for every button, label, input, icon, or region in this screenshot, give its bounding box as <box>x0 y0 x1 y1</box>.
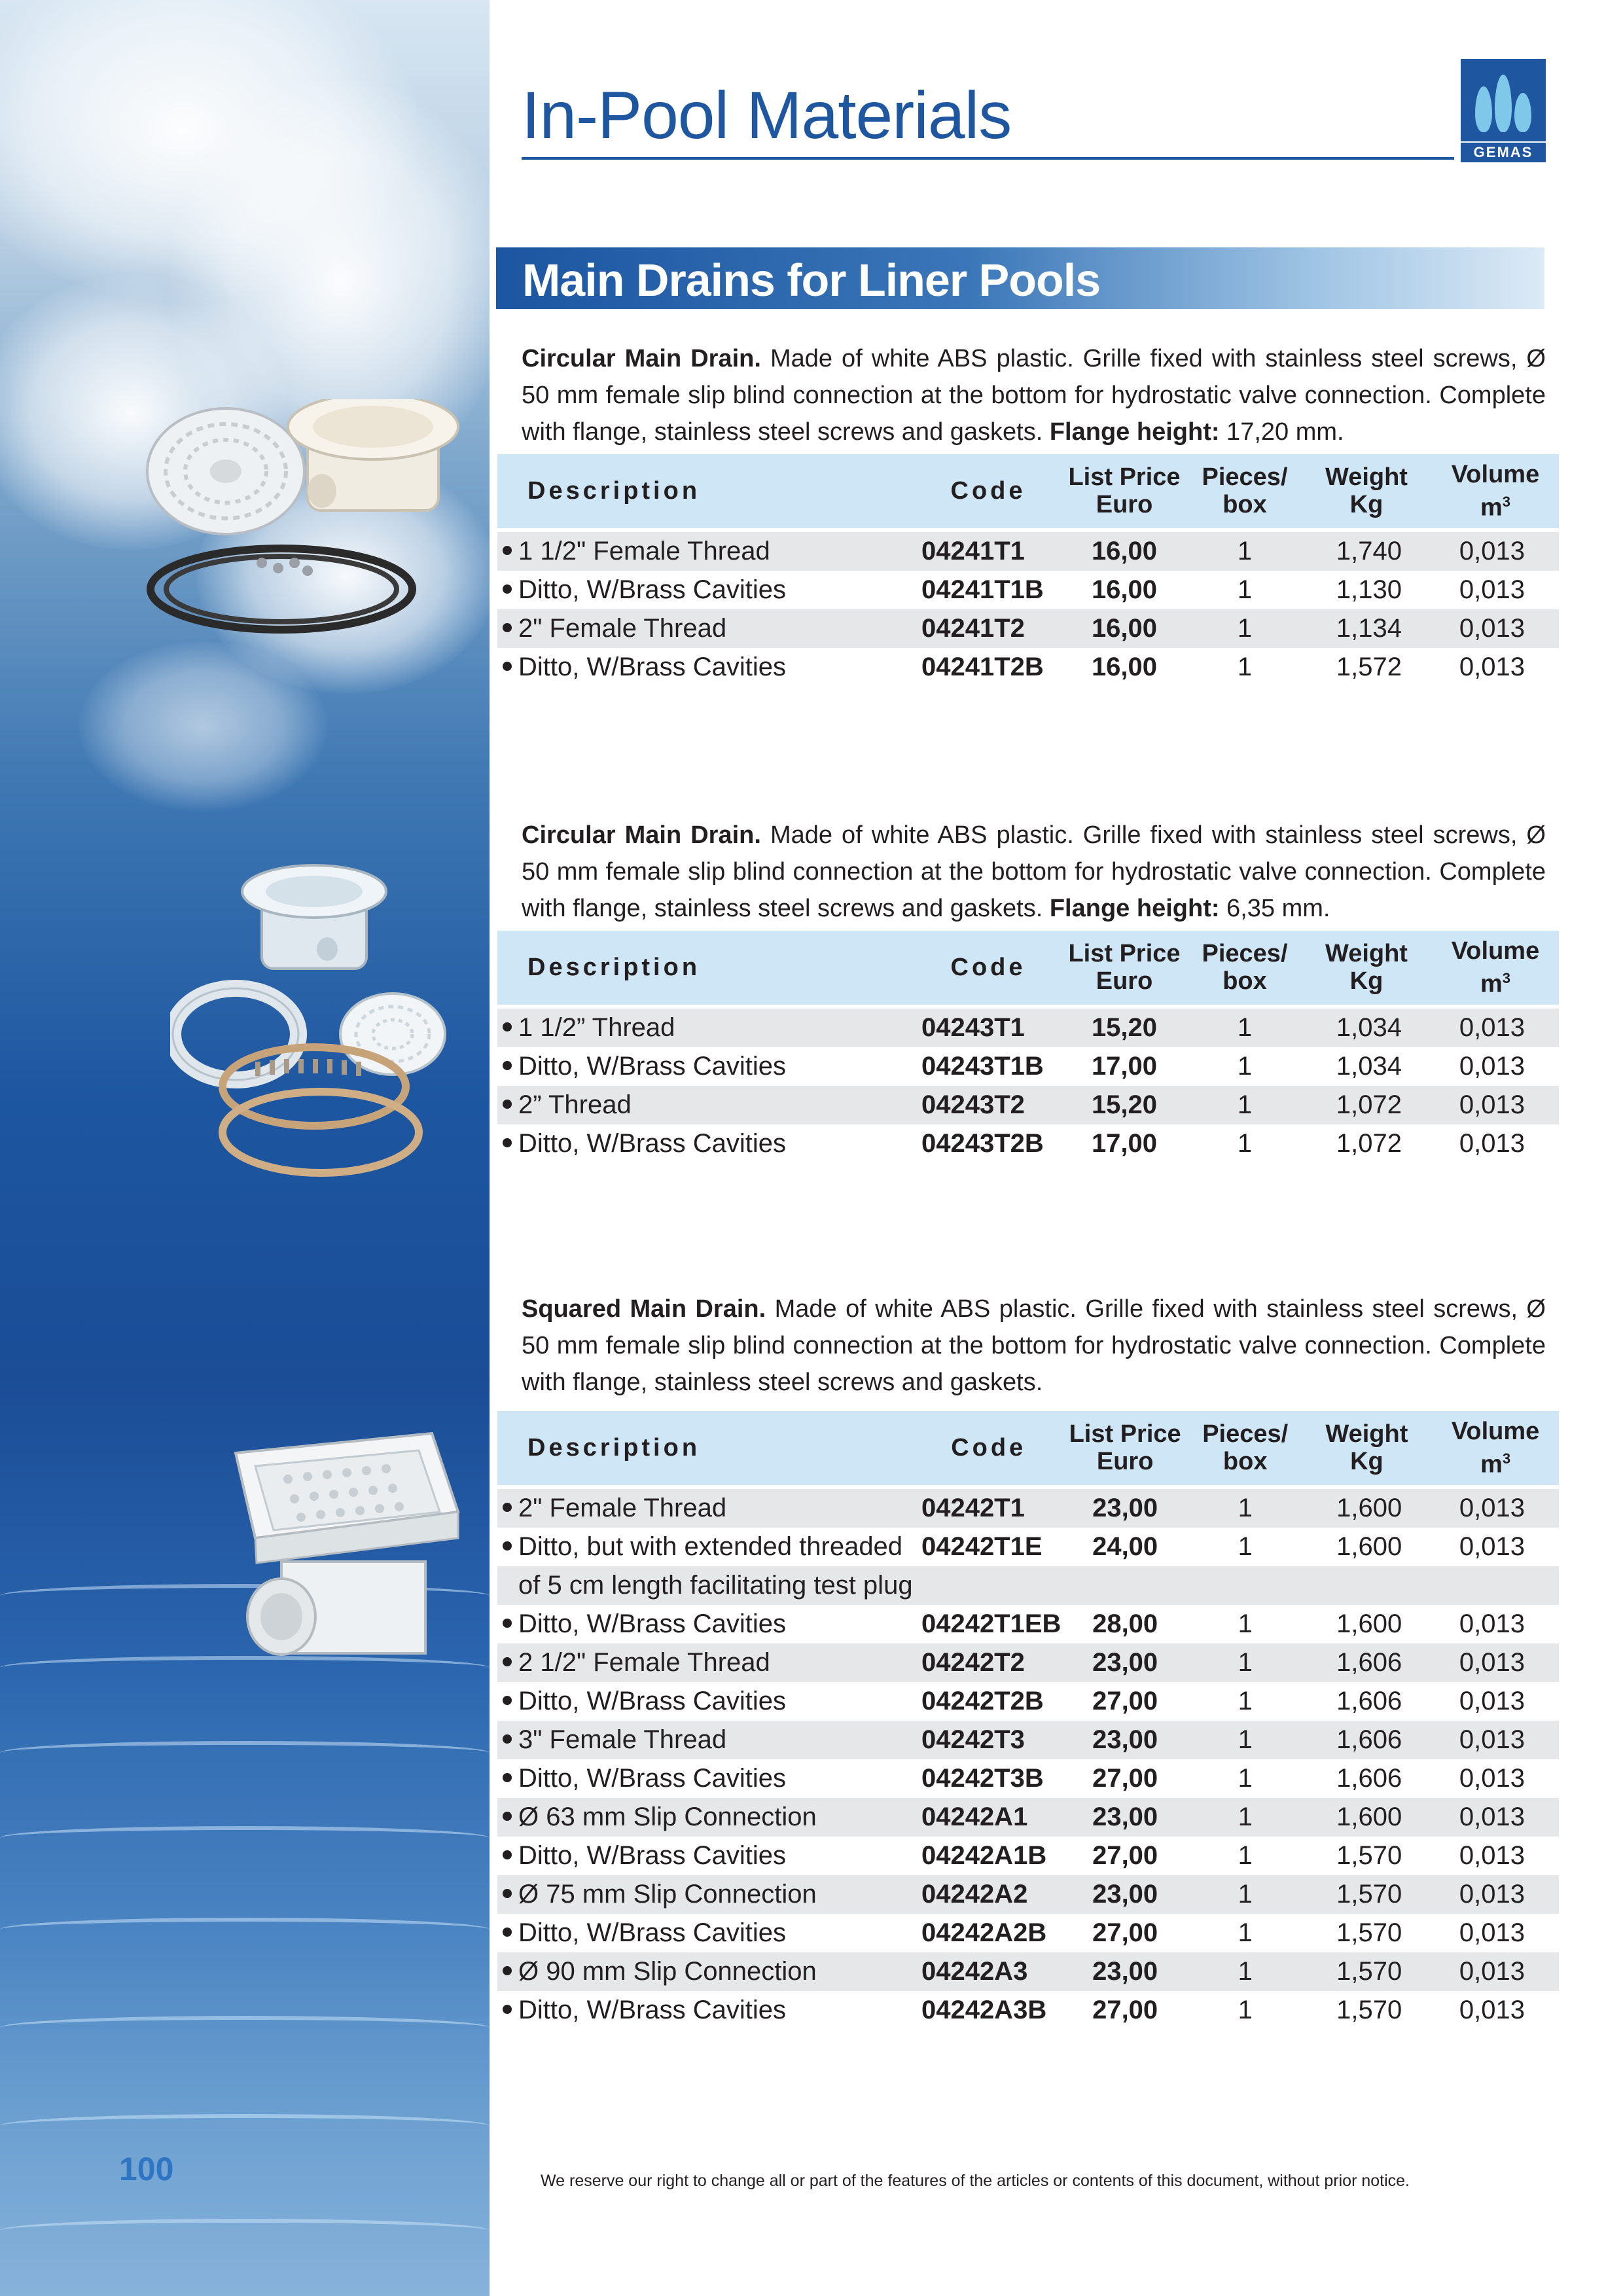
col-price: List Price Euro <box>1061 1411 1188 1487</box>
row-volume: 0,013 <box>1432 1086 1559 1124</box>
row-code: 04242T1EB <box>921 1609 1061 1638</box>
row-pieces: 1 <box>1189 1721 1302 1759</box>
bullet-icon <box>503 1966 512 1975</box>
row-weight: 1,740 <box>1301 530 1432 571</box>
col-code: Code <box>916 454 1060 530</box>
bullet-icon <box>503 1889 512 1898</box>
row-code: 04241T1 <box>916 530 1060 571</box>
row-weight: 1,600 <box>1302 1798 1433 1837</box>
bullet-icon <box>503 1619 512 1628</box>
row-pieces: 1 <box>1188 609 1301 648</box>
row-description <box>497 1991 916 2030</box>
row-description-text: Ditto, W/Brass Cavities <box>518 1918 786 1947</box>
row-weight: 1,600 <box>1336 1532 1402 1561</box>
row-description-text: Ditto, W/Brass Cavities <box>518 575 786 604</box>
row-price: 23,00 <box>1061 1952 1188 1991</box>
row-pieces: 1 <box>1189 1487 1302 1528</box>
row-description <box>497 1528 916 1566</box>
col-description: Description <box>497 454 916 530</box>
row-volume: 0,013 <box>1459 1532 1525 1561</box>
row-description-text: Ditto, W/Brass Cavities <box>518 1128 786 1158</box>
row-description <box>497 1643 916 1682</box>
row-code: 04243T1 <box>916 1007 1060 1047</box>
row-volume: 0,013 <box>1432 609 1559 648</box>
row-code: 04242A2 <box>916 1875 1061 1914</box>
row-pieces: 1 <box>1238 1840 1253 1870</box>
header-rule <box>522 157 1454 160</box>
row-weight: 1,600 <box>1336 1609 1402 1638</box>
table-row <box>497 1528 1559 1566</box>
product-2-text: Made of white ABS plastic. Grille fixed with stainless steel screws, Ø 50 mm female slip blind connection at the bottom for hydrostatic valve connection. Complete with flange, stainless steel screws and gaskets. <box>522 821 1546 922</box>
row-volume: 0,013 <box>1459 1609 1525 1638</box>
bullet-icon <box>503 1928 512 1937</box>
product-1-description <box>522 340 1546 450</box>
row-pieces: 1 <box>1238 1686 1253 1715</box>
col-weight: Weight Kg <box>1302 1411 1433 1487</box>
circular-main-drain-image-1 <box>131 399 471 635</box>
row-volume: 0,013 <box>1432 1487 1559 1528</box>
product-3-text: Made of white ABS plastic. Grille fixed with stainless steel screws, Ø 50 mm female slip blind connection at the bottom for hydrostatic valve connection. Complete with flange, stainless steel screws and gaskets. <box>522 1295 1546 1396</box>
row-volume: 0,013 <box>1432 1643 1559 1682</box>
row-volume: 0,013 <box>1459 1995 1525 2024</box>
row-code: 04243T2 <box>916 1086 1060 1124</box>
bullet-icon <box>503 546 512 555</box>
product-2-flange-label: Flange height: <box>1049 895 1220 922</box>
row-pieces: 1 <box>1188 1086 1301 1124</box>
table-row <box>497 1759 1559 1798</box>
bullet-icon <box>503 623 512 632</box>
row-description-text: Ditto, W/Brass Cavities <box>518 1995 786 2024</box>
row-volume: 0,013 <box>1459 575 1525 604</box>
col-code: Code <box>916 1411 1061 1487</box>
row-price: 23,00 <box>1061 1875 1188 1914</box>
row-price: 15,20 <box>1060 1007 1188 1047</box>
row-description-text: 1 1/2” Thread <box>518 1013 675 1042</box>
row-price: 17,00 <box>1091 1051 1158 1081</box>
row-pieces: 1 <box>1238 1609 1253 1638</box>
row-volume: 0,013 <box>1459 1918 1525 1947</box>
row-description <box>497 1007 916 1047</box>
row-description-text: Ditto, W/Brass Cavities <box>518 1609 786 1638</box>
col-weight: Weight Kg <box>1301 931 1432 1007</box>
row-price: 16,00 <box>1091 575 1158 604</box>
section-banner <box>496 247 1544 309</box>
bullet-icon <box>503 1657 512 1666</box>
col-pieces: Pieces/ box <box>1188 454 1301 530</box>
row-description <box>497 1721 916 1759</box>
table-row <box>497 1124 1559 1163</box>
col-volume: Volume $m^3$ <box>1432 1411 1559 1487</box>
row-description <box>497 1605 916 1643</box>
row-weight: 1,606 <box>1302 1721 1433 1759</box>
bullet-icon <box>503 1773 512 1782</box>
row-pieces: 1 <box>1238 1918 1253 1947</box>
row-code: 04242T3 <box>916 1721 1061 1759</box>
row-code: 04242T1E <box>921 1532 1043 1561</box>
row-description <box>497 648 916 687</box>
row-price: 17,00 <box>1091 1128 1158 1158</box>
row-code: 04242A2B <box>921 1918 1047 1947</box>
product-3-description <box>522 1291 1546 1401</box>
row-pieces: 1 <box>1238 1995 1253 2024</box>
row-weight: 1,570 <box>1336 1918 1402 1947</box>
row-description <box>497 1682 916 1721</box>
bullet-icon <box>503 662 512 671</box>
table-row <box>497 1837 1559 1875</box>
row-description <box>497 609 916 648</box>
col-code: Code <box>916 931 1060 1007</box>
table-row <box>497 1086 1559 1124</box>
page-title: In-Pool Materials <box>522 78 1012 152</box>
row-code <box>916 1566 1061 1605</box>
water-drop-icon <box>1475 86 1492 132</box>
row-weight: 1,134 <box>1301 609 1432 648</box>
table-row <box>497 1682 1559 1721</box>
table-row <box>497 1952 1559 1991</box>
row-description <box>497 571 916 609</box>
col-weight: Weight Kg <box>1301 454 1432 530</box>
row-volume: 0,013 <box>1459 1686 1525 1715</box>
row-code: 04243T2B <box>921 1128 1044 1158</box>
row-volume: 0,013 <box>1432 530 1559 571</box>
table-row <box>497 648 1559 687</box>
table-row <box>497 609 1559 648</box>
col-description: Description <box>497 1411 916 1487</box>
row-pieces: 1 <box>1237 1051 1253 1081</box>
water-drop-icon <box>1514 93 1531 132</box>
col-price: List Price Euro <box>1060 931 1188 1007</box>
row-description-text: Ø 75 mm Slip Connection <box>518 1879 817 1909</box>
table-row <box>497 1007 1559 1047</box>
row-description-text: of 5 cm length facilitating test plug <box>518 1570 913 1600</box>
table-header-row <box>497 454 1559 530</box>
row-weight: 1,600 <box>1302 1487 1433 1528</box>
table-row <box>497 1721 1559 1759</box>
product-1-flange-label: Flange height: <box>1049 418 1220 446</box>
row-description <box>497 1566 916 1605</box>
product-3-name: Squared Main Drain. <box>522 1295 766 1323</box>
row-code: 04242T2B <box>921 1686 1044 1715</box>
row-description <box>497 1837 916 1875</box>
row-code: 04242T3B <box>921 1763 1044 1793</box>
row-code: 04241T2B <box>921 652 1044 681</box>
table-row <box>497 1991 1559 2030</box>
bullet-icon <box>503 584 512 594</box>
row-description-text: Ditto, W/Brass Cavities <box>518 1840 786 1870</box>
bullet-icon <box>503 1696 512 1705</box>
row-description-text: Ditto, W/Brass Cavities <box>518 1763 786 1793</box>
squared-main-drain-image <box>183 1407 471 1682</box>
row-weight: 1,034 <box>1336 1051 1402 1081</box>
gemas-logo <box>1461 59 1546 162</box>
row-weight: 1,606 <box>1336 1763 1402 1793</box>
row-code: 04242A1B <box>921 1840 1047 1870</box>
row-volume: 0,013 <box>1432 1007 1559 1047</box>
row-price: 16,00 <box>1091 652 1158 681</box>
row-description <box>497 1759 916 1798</box>
bullet-icon <box>503 1061 512 1070</box>
row-volume: 0,013 <box>1459 652 1525 681</box>
row-volume: 0,013 <box>1459 1763 1525 1793</box>
row-price: 16,00 <box>1060 530 1188 571</box>
row-description <box>497 1914 916 1952</box>
bullet-icon <box>503 1850 512 1859</box>
row-weight: 1,570 <box>1302 1875 1433 1914</box>
row-volume: 0,013 <box>1459 1051 1525 1081</box>
row-price: 27,00 <box>1092 1995 1158 2024</box>
product-3-table <box>497 1411 1559 2030</box>
page-number: 100 <box>119 2151 174 2187</box>
row-price: 15,20 <box>1060 1086 1188 1124</box>
row-volume: 0,013 <box>1432 1875 1559 1914</box>
product-1-name: Circular Main Drain. <box>522 345 761 372</box>
bullet-icon <box>503 2005 512 2014</box>
row-description <box>497 1124 916 1163</box>
product-1-text: Made of white ABS plastic. Grille fixed with stainless steel screws, Ø 50 mm female slip blind connection at the bottom for hydrostatic valve connection. Complete with flange, stainless steel screws and gaskets. <box>522 345 1546 446</box>
bullet-icon <box>503 1503 512 1512</box>
row-weight: 1,072 <box>1336 1128 1402 1158</box>
row-description-text: Ditto, W/Brass Cavities <box>518 652 786 681</box>
row-volume: 0,013 <box>1459 1128 1525 1158</box>
row-price: 23,00 <box>1061 1721 1188 1759</box>
row-description-text: Ditto, but with extended threaded <box>518 1532 903 1561</box>
row-description <box>497 1047 916 1086</box>
table-row <box>497 1643 1559 1682</box>
row-price: 27,00 <box>1092 1918 1158 1947</box>
col-pieces: Pieces/ box <box>1189 1411 1302 1487</box>
bullet-icon <box>503 1541 512 1551</box>
row-weight <box>1302 1566 1433 1605</box>
row-pieces: 1 <box>1189 1952 1302 1991</box>
row-description <box>497 1086 916 1124</box>
logo-mark <box>1461 59 1546 141</box>
row-description-text: 3" Female Thread <box>518 1725 727 1754</box>
row-description-text: 2" Female Thread <box>518 1493 727 1522</box>
product-3-rows <box>497 1487 1559 2030</box>
row-description <box>497 530 916 571</box>
row-description-text: Ditto, W/Brass Cavities <box>518 1051 786 1081</box>
table-row <box>497 1605 1559 1643</box>
row-price <box>1061 1566 1188 1605</box>
row-weight: 1,606 <box>1336 1686 1402 1715</box>
bullet-icon <box>503 1022 512 1031</box>
row-pieces: 1 <box>1189 1798 1302 1837</box>
row-price: 27,00 <box>1092 1763 1158 1793</box>
row-code: 04242A3 <box>916 1952 1061 1991</box>
product-2-rows <box>497 1007 1559 1163</box>
product-2-name: Circular Main Drain. <box>522 821 761 849</box>
table-row <box>497 1914 1559 1952</box>
row-code: 04241T2 <box>916 609 1060 648</box>
row-description-text: Ditto, W/Brass Cavities <box>518 1686 786 1715</box>
product-2-table <box>497 931 1559 1163</box>
row-description-text: 2" Female Thread <box>518 613 727 643</box>
circular-main-drain-image-2 <box>170 864 471 1178</box>
section-title: Main Drains for Liner Pools <box>522 255 1101 306</box>
col-pieces: Pieces/ box <box>1188 931 1301 1007</box>
row-price: 16,00 <box>1060 609 1188 648</box>
row-description-text: 2 1/2" Female Thread <box>518 1647 770 1677</box>
row-description-text: Ø 63 mm Slip Connection <box>518 1802 817 1831</box>
row-pieces: 1 <box>1237 1128 1253 1158</box>
table-header-row <box>497 931 1559 1007</box>
row-price: 27,00 <box>1092 1686 1158 1715</box>
bullet-icon <box>503 1100 512 1109</box>
row-description-text: Ø 90 mm Slip Connection <box>518 1956 817 1986</box>
row-weight: 1,072 <box>1301 1086 1432 1124</box>
row-weight: 1,130 <box>1336 575 1402 604</box>
row-price: 23,00 <box>1061 1487 1188 1528</box>
product-1-flange-value: 17,20 mm. <box>1219 418 1344 446</box>
row-code: 04242T2 <box>916 1643 1061 1682</box>
row-volume: 0,013 <box>1432 1721 1559 1759</box>
row-pieces: 1 <box>1189 1643 1302 1682</box>
footer-notice: We reserve our right to change all or part of the features of the articles or contents of this document, without prior notice. <box>541 2172 1410 2190</box>
row-code: 04243T1B <box>921 1051 1044 1081</box>
row-volume: 0,013 <box>1459 1840 1525 1870</box>
product-2-description <box>522 817 1546 927</box>
row-weight: 1,606 <box>1302 1643 1433 1682</box>
table-row <box>497 571 1559 609</box>
water-drop-icon <box>1495 75 1512 132</box>
product-1-table <box>497 454 1559 687</box>
col-description: Description <box>497 931 916 1007</box>
bullet-icon <box>503 1734 512 1744</box>
row-code: 04241T1B <box>921 575 1044 604</box>
col-volume: Volume $m^3$ <box>1432 931 1559 1007</box>
row-volume <box>1432 1566 1559 1605</box>
row-price: 28,00 <box>1092 1609 1158 1638</box>
row-weight: 1,570 <box>1336 1840 1402 1870</box>
product-2-flange-value: 6,35 mm. <box>1219 895 1330 922</box>
table-row <box>497 1487 1559 1528</box>
row-description-text: 1 1/2" Female Thread <box>518 536 770 565</box>
row-description <box>497 1952 916 1991</box>
row-weight: 1,572 <box>1336 652 1402 681</box>
table-row <box>497 1798 1559 1837</box>
row-price: 23,00 <box>1061 1798 1188 1837</box>
table-row <box>497 1566 1559 1605</box>
row-code: 04242A1 <box>916 1798 1061 1837</box>
row-price: 24,00 <box>1092 1532 1158 1561</box>
table-row <box>497 1047 1559 1086</box>
col-volume: Volume $m^3$ <box>1432 454 1559 530</box>
bullet-icon <box>503 1138 512 1147</box>
row-code: 04242A3B <box>921 1995 1047 2024</box>
row-description <box>497 1798 916 1837</box>
bullet-icon <box>503 1580 512 1589</box>
row-description-text: 2” Thread <box>518 1090 632 1119</box>
row-volume: 0,013 <box>1432 1798 1559 1837</box>
col-price: List Price Euro <box>1060 454 1188 530</box>
row-pieces: 1 <box>1189 1875 1302 1914</box>
bullet-icon <box>503 1812 512 1821</box>
row-pieces: 1 <box>1238 1532 1253 1561</box>
row-weight: 1,570 <box>1336 1995 1402 2024</box>
row-description <box>497 1875 916 1914</box>
row-price: 23,00 <box>1061 1643 1188 1682</box>
table-row <box>497 1875 1559 1914</box>
row-price: 27,00 <box>1092 1840 1158 1870</box>
row-weight: 1,570 <box>1302 1952 1433 1991</box>
row-description <box>497 1487 916 1528</box>
row-pieces: 1 <box>1238 1763 1253 1793</box>
product-1-rows <box>497 530 1559 687</box>
row-pieces: 1 <box>1237 652 1253 681</box>
row-pieces <box>1189 1566 1302 1605</box>
row-volume: 0,013 <box>1432 1952 1559 1991</box>
logo-wordmark: GEMAS <box>1461 141 1546 162</box>
table-header-row <box>497 1411 1559 1487</box>
table-row <box>497 530 1559 571</box>
row-pieces: 1 <box>1237 575 1253 604</box>
row-pieces: 1 <box>1188 530 1301 571</box>
row-weight: 1,034 <box>1301 1007 1432 1047</box>
row-pieces: 1 <box>1188 1007 1301 1047</box>
row-code: 04242T1 <box>916 1487 1061 1528</box>
